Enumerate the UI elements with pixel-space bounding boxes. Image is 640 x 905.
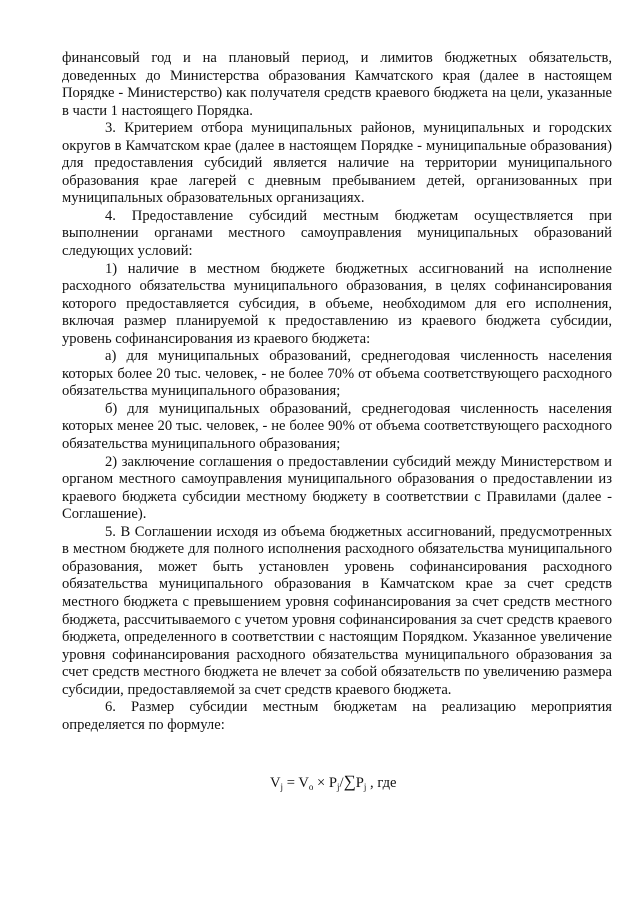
formula-p2-subscript: j	[363, 782, 367, 792]
formula-tail: , где	[366, 775, 397, 791]
formula-lhs: V	[270, 775, 281, 791]
formula-sum-symbol: ∑	[343, 772, 356, 791]
paragraph-4-1-b-small-municipalities: б) для муниципальных образований, среднегодовая численность населения которых менее 20 тыс. человек, - не более 90% от объема соответствующего расходного обязательства муниципального образования;	[62, 400, 612, 453]
formula-divide: /	[339, 775, 344, 791]
paragraph-4-1-a-large-municipalities: а) для муниципальных образований, среднегодовая численность населения которых более 20 тыс. человек, - не более 70% от объема соответствующего расходного обязательства муниципального образования;	[62, 348, 612, 400]
formula-v-subscript: o	[308, 782, 314, 792]
paragraph-5-cofinancing: 5. В Соглашении исходя из объема бюджетных ассигнований, предусмотренных в местном бюджете для полного исполнения расходного обязательства муниципального образования, может быть установлен уровень софинансирования расходного обязательства муниципального образования в Камчатском крае за счет средств местного бюджета с превышением уровня софинансирования за счет средств местного бюджета, рассчитываемого с учетом уровня софинансирования за счет средств краевого бюджета, определенного в соответствии с настоящим Порядком. Указанное увеличение уровня софинансирования расходного обязательства муниципального образования за счет средств местного бюджета не влечет за собой обязательств по увеличению размера субсидии, предоставляемой за счет средств краевого бюджета.	[62, 523, 612, 698]
paragraph-4-conditions: 4. Предоставление субсидий местным бюджетам осуществляется при выполнении органами местного самоуправления муниципальных образований следующих условий:	[62, 207, 612, 260]
formula-lhs-subscript: j	[280, 782, 284, 792]
formula-equals: =	[283, 775, 299, 791]
paragraph-continuation: финансовый год и на плановый период, и лимитов бюджетных обязательств, доведенных до Министерства образования Камчатского края (далее в настоящем Порядке - Министерство) как получателя средств краевого бюджета на цели, указанные в части 1 настоящего Порядка.	[62, 50, 612, 119]
paragraph-6-subsidy-size: 6. Размер субсидии местным бюджетам на реализацию мероприятия определяется по формуле:	[62, 699, 612, 733]
subsidy-formula	[270, 773, 396, 792]
paragraph-4-2-agreement: 2) заключение соглашения о предоставлении субсидий между Министерством и органом местного самоуправления муниципального образования о предоставлении из краевого бюджета субсидии местному бюджету в соответствии с Правилами (далее - Соглашение).	[62, 453, 612, 523]
formula-p2: P	[355, 775, 364, 791]
paragraph-3-selection-criterion: 3. Критерием отбора муниципальных районов, муниципальных и городских округов в Камчатском крае (далее в настоящем Порядке - муниципальные образования) для предоставления субсидий является наличие на территории муниципального образования крае лагерей с дневным пребыванием детей, организованных при муниципальных образовательных организациях.	[62, 120, 612, 207]
formula-v: V	[298, 775, 309, 791]
paragraph-4-1-budget-allocation: 1) наличие в местном бюджете бюджетных ассигнований на исполнение расходного обязательства муниципального образования, в целях софинансирования которого предоставляется субсидия, в объеме, необходимом для его исполнения, включая размер планируемой к предоставлению из краевого бюджета субсидии, уровень софинансирования из краевого бюджета:	[62, 260, 612, 347]
document-body	[62, 50, 612, 734]
formula-p: P	[328, 775, 338, 791]
formula-p-subscript: j	[337, 782, 340, 792]
formula-times: ×	[313, 775, 329, 791]
